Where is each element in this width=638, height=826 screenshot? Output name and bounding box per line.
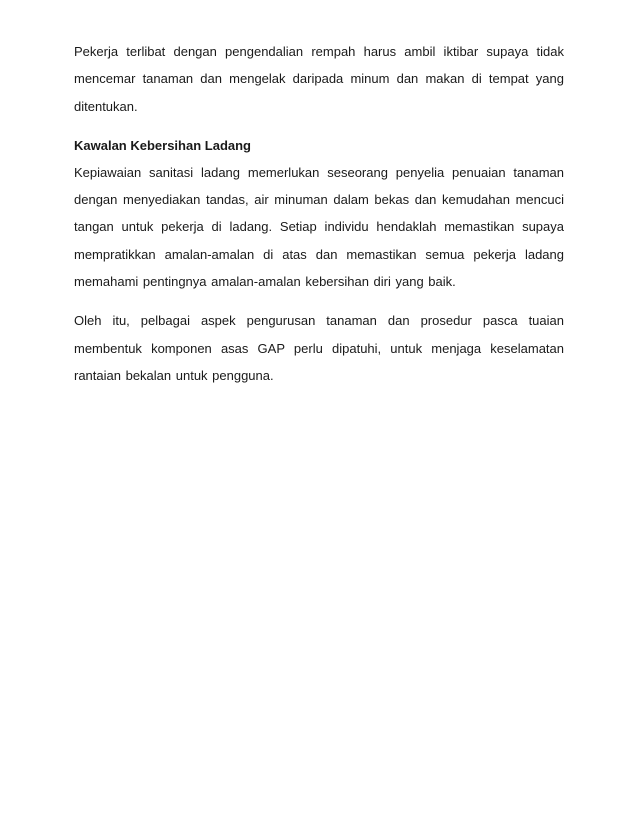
paragraph-spacer [74, 295, 564, 307]
document-page [74, 38, 564, 389]
paragraph-farm-sanitation: Kepiawaian sanitasi ladang memerlukan seseorang penyelia penuaian tanaman dengan menyediakan tandas, air minuman dalam bekas dan kemudahan mencuci tangan untuk pekerja di ladang. Setiap individu hendaklah memastikan supaya mempratikkan amalan-amalan di atas dan memastikan semua pekerja ladang memahami pentingnya amalan-amalan kebersihan diri yang baik. [74, 164, 564, 290]
paragraph-spacer [74, 120, 564, 132]
paragraph-workers-spice-handling: Pekerja terlibat dengan pengendalian rempah harus ambil iktibar supaya tidak mencemar tanaman dan mengelak daripada minum dan makan di tempat yang ditentukan. [74, 44, 564, 114]
paragraph-gap-conclusion: Oleh itu, pelbagai aspek pengurusan tanaman dan prosedur pasca tuaian membentuk komponen asas GAP perlu dipatuhi, untuk menjaga keselamatan rantaian bekalan untuk pengguna. [74, 313, 564, 383]
section-heading-farm-hygiene: Kawalan Kebersihan Ladang [74, 137, 251, 153]
